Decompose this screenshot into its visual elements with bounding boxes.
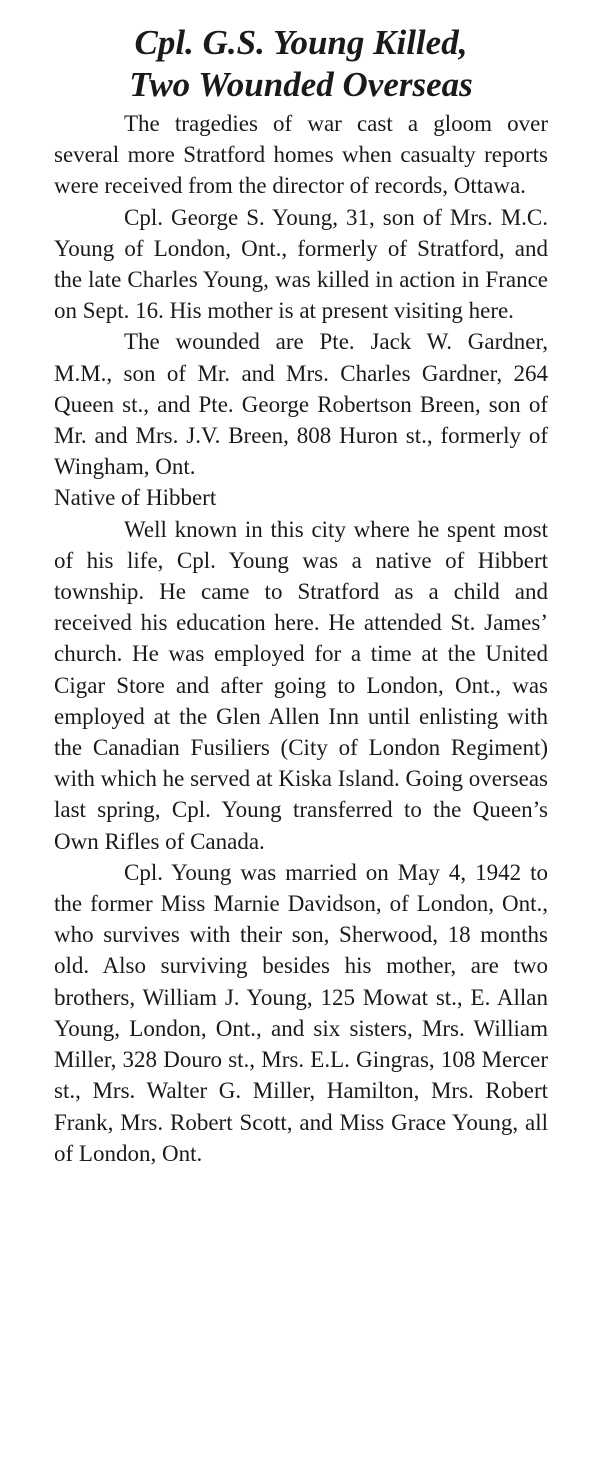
newspaper-clipping (54, 18, 548, 1169)
subhead: Native of Hibbert (54, 485, 217, 511)
paragraph-survivors: Cpl. Young was married on May 4, 1942 to the former Miss Marnie Davidson, of London, Ont., who survives with their son, Sherwood, 18 months old. Also surviving besides his mother, are two brothers, William J. Young, 125 Mowat st., E. Allan Young, London, Ont., and six sisters, Mrs. William Miller, 328 Douro st., Mrs. E.L. Gingras, 108 Mercer st., Mrs. Walter G. Miller, Hamilton, Mrs. Robert Frank, Mrs. Robert Scott, and Miss Grace Young, all of London, Ont. (54, 859, 548, 1166)
article-body (54, 108, 548, 1169)
headline-line-2: Two Wounded Overseas (129, 65, 473, 104)
paragraph-biography: Well known in this city where he spent most of his life, Cpl. Young was a native of Hibbert township. He came to Stratford as a child and received his education here. He attended St. James’ church. He was employed for a time at the United Cigar Store and after going to London, Ont., was employed at the Glen Allen Inn until enlisting with the Canadian Fusiliers (City of London Regiment) with which he served at Kiska Island. Going overseas last spring, Cpl. Young transferred to the Queen’s Own Rifles of Canada. (54, 516, 548, 854)
paragraph-killed-report: Cpl. George S. Young, 31, son of Mrs. M.C. Young of London, Ont., formerly of Stratford, and the late Charles Young, was killed in action in France on Sept. 16. His mother is at present visiting here. (54, 204, 548, 324)
paragraph-intro: The tragedies of war cast a gloom over several more Stratford homes when casualty reports were received from the director of records, Ottawa. (54, 111, 548, 199)
paragraph-wounded-report: The wounded are Pte. Jack W. Gardner, M.M., son of Mr. and Mrs. Charles Gardner, 264 Queen st., and Pte. George Robertson Breen, son of Mr. and Mrs. J.V. Breen, 808 Huron st., formerly of Wingham, Ont. (54, 329, 548, 480)
headline (54, 18, 548, 106)
headline-line-1: Cpl. G.S. Young Killed, (134, 23, 468, 62)
